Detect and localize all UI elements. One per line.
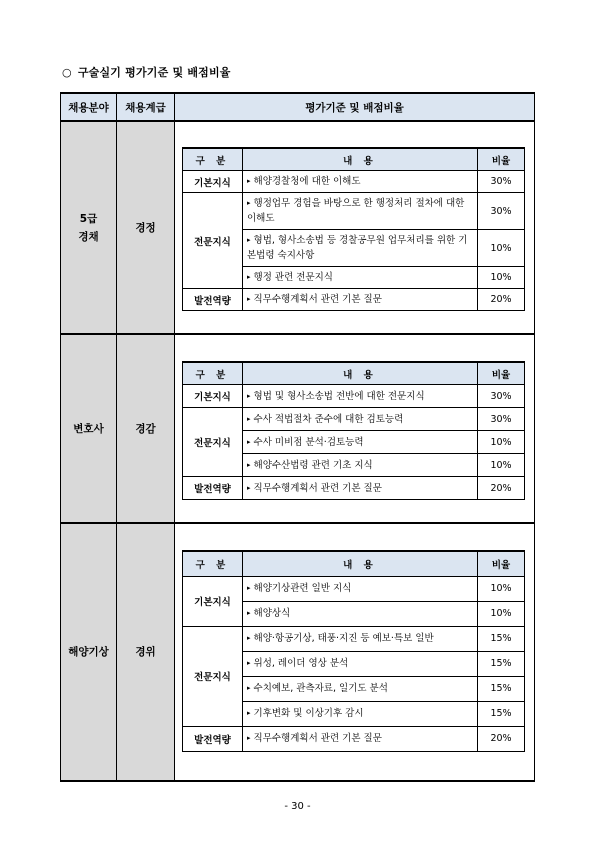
item-cell: ▸ 형법 및 형사소송법 전반에 대한 전문지식 xyxy=(243,385,478,408)
ratio-cell: 30% xyxy=(478,408,525,431)
page-number: - 30 - xyxy=(284,801,311,812)
table-row xyxy=(183,477,525,500)
item-cell: ▸ 직무수행계획서 관련 기본 질문 xyxy=(243,289,478,311)
ratio-cell: 10% xyxy=(478,576,525,601)
evaluation-criteria-table xyxy=(60,92,535,782)
grade-cell: 경위 xyxy=(117,523,175,781)
triangle-bullet-icon: ▸ xyxy=(247,273,251,281)
table-row xyxy=(183,408,525,431)
inner-header-content: 내 용 xyxy=(243,362,478,385)
criteria-cell xyxy=(175,121,535,334)
field-line2: 경채 xyxy=(78,230,99,243)
field-cell: 변호사 xyxy=(61,334,117,523)
header-grade: 채용계급 xyxy=(117,93,175,121)
field-cell xyxy=(61,121,117,334)
triangle-bullet-icon: ▸ xyxy=(247,460,251,469)
inner-header-ratio: 비율 xyxy=(478,148,525,171)
item-cell: ▸ 해양기상관련 일반 지식 xyxy=(243,576,478,601)
section-row-5grade xyxy=(61,121,535,334)
ratio-cell: 30% xyxy=(478,385,525,408)
outer-header-row xyxy=(61,93,535,121)
item-cell: ▸ 형법, 형사소송법 등 경찰공무원 업무처리를 위한 기본법령 숙지사항 xyxy=(243,230,478,267)
triangle-bullet-icon: ▸ xyxy=(247,177,251,185)
item-cell: ▸ 해양상식 xyxy=(243,601,478,626)
criteria-cell xyxy=(175,334,535,523)
ratio-cell: 15% xyxy=(478,651,525,676)
inner-header-row xyxy=(183,551,525,576)
item-cell: ▸ 해양경찰청에 대한 이해도 xyxy=(243,171,478,193)
header-field: 채용분야 xyxy=(61,93,117,121)
table-row xyxy=(183,576,525,601)
item-cell: ▸ 직무수행계획서 관련 기본 질문 xyxy=(243,477,478,500)
ratio-cell: 30% xyxy=(478,171,525,193)
item-cell: ▸ 행정업무 경험을 바탕으로 한 행정처리 절차에 대한 이해도 xyxy=(243,193,478,230)
table-row xyxy=(183,171,525,193)
ratio-cell: 10% xyxy=(478,431,525,454)
triangle-bullet-icon: ▸ xyxy=(247,199,251,207)
triangle-bullet-icon: ▸ xyxy=(247,295,251,303)
ratio-cell: 15% xyxy=(478,626,525,651)
inner-header-ratio: 비율 xyxy=(478,362,525,385)
item-cell: ▸ 위성, 레이더 영상 분석 xyxy=(243,651,478,676)
inner-header-type: 구 분 xyxy=(183,551,243,576)
section-heading xyxy=(62,64,231,80)
triangle-bullet-icon: ▸ xyxy=(247,634,251,642)
field-line1: 5급 xyxy=(79,212,98,225)
type-cell: 전문지식 xyxy=(183,626,243,726)
ratio-cell: 10% xyxy=(478,267,525,289)
ratio-cell: 10% xyxy=(478,230,525,267)
triangle-bullet-icon: ▸ xyxy=(247,584,251,592)
section-row-marine-weather xyxy=(61,523,535,781)
item-cell: ▸ 기후변화 및 이상기후 감시 xyxy=(243,701,478,726)
item-cell: ▸ 해양·항공기상, 태풍·지진 등 예보·특보 일반 xyxy=(243,626,478,651)
triangle-bullet-icon: ▸ xyxy=(247,414,251,423)
item-cell: ▸ 행정 관련 전문지식 xyxy=(243,267,478,289)
circle-bullet-icon: ○ xyxy=(62,66,72,79)
item-cell: ▸ 해양수산법령 관련 기초 지식 xyxy=(243,454,478,477)
ratio-cell: 20% xyxy=(478,477,525,500)
inner-header-row xyxy=(183,148,525,171)
item-cell: ▸ 직무수행계획서 관련 기본 질문 xyxy=(243,726,478,751)
grade-cell: 경감 xyxy=(117,334,175,523)
inner-header-type: 구 분 xyxy=(183,362,243,385)
section-heading-text: 구술실기 평가기준 및 배점비율 xyxy=(77,66,231,79)
triangle-bullet-icon: ▸ xyxy=(247,684,251,692)
inner-criteria-table xyxy=(182,361,525,500)
triangle-bullet-icon: ▸ xyxy=(247,609,251,617)
ratio-cell: 15% xyxy=(478,676,525,701)
field-cell: 해양기상 xyxy=(61,523,117,781)
type-cell: 전문지식 xyxy=(183,193,243,289)
triangle-bullet-icon: ▸ xyxy=(247,709,251,717)
type-cell: 전문지식 xyxy=(183,408,243,477)
item-cell: ▸ 수사 적법절차 준수에 대한 검토능력 xyxy=(243,408,478,431)
inner-header-ratio: 비율 xyxy=(478,551,525,576)
header-criteria: 평가기준 및 배점비율 xyxy=(175,93,535,121)
table-row xyxy=(183,626,525,651)
type-cell: 기본지식 xyxy=(183,576,243,626)
table-row xyxy=(183,289,525,311)
type-cell: 발전역량 xyxy=(183,289,243,311)
inner-header-content: 내 용 xyxy=(243,148,478,171)
type-cell: 발전역량 xyxy=(183,726,243,751)
inner-criteria-table xyxy=(182,147,525,311)
section-row-lawyer xyxy=(61,334,535,523)
ratio-cell: 10% xyxy=(478,601,525,626)
ratio-cell: 15% xyxy=(478,701,525,726)
inner-header-row xyxy=(183,362,525,385)
triangle-bullet-icon: ▸ xyxy=(247,659,251,667)
table-row xyxy=(183,385,525,408)
ratio-cell: 20% xyxy=(478,726,525,751)
table-row xyxy=(183,726,525,751)
item-cell: ▸ 수사 미비점 분석·검토능력 xyxy=(243,431,478,454)
triangle-bullet-icon: ▸ xyxy=(247,236,251,244)
triangle-bullet-icon: ▸ xyxy=(247,483,251,492)
criteria-cell xyxy=(175,523,535,781)
triangle-bullet-icon: ▸ xyxy=(247,734,251,742)
triangle-bullet-icon: ▸ xyxy=(247,437,251,446)
inner-header-content: 내 용 xyxy=(243,551,478,576)
grade-cell: 경정 xyxy=(117,121,175,334)
inner-criteria-table xyxy=(182,550,525,752)
inner-header-type: 구 분 xyxy=(183,148,243,171)
type-cell: 발전역량 xyxy=(183,477,243,500)
triangle-bullet-icon: ▸ xyxy=(247,391,251,400)
ratio-cell: 30% xyxy=(478,193,525,230)
ratio-cell: 10% xyxy=(478,454,525,477)
item-cell: ▸ 수치예보, 관측자료, 일기도 분석 xyxy=(243,676,478,701)
table-row xyxy=(183,193,525,230)
type-cell: 기본지식 xyxy=(183,385,243,408)
ratio-cell: 20% xyxy=(478,289,525,311)
type-cell: 기본지식 xyxy=(183,171,243,193)
